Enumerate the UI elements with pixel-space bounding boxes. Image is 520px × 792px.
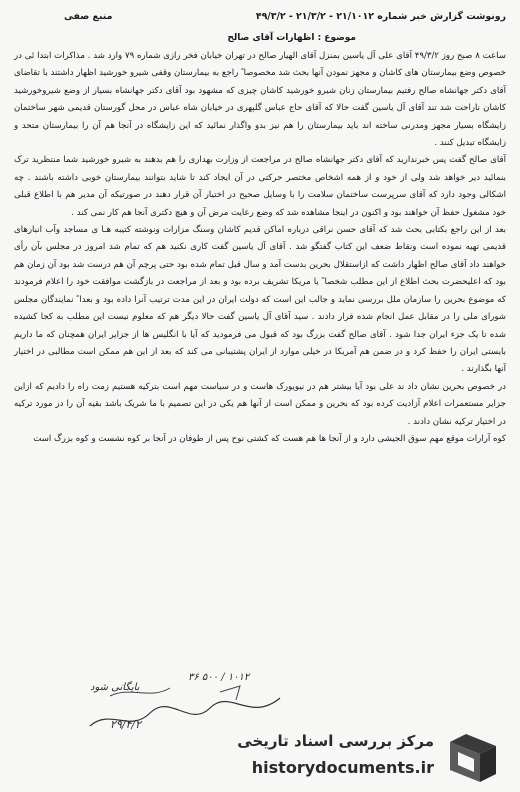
handwritten-note: بایگانی شود bbox=[90, 682, 140, 693]
watermark-url: historydocuments.ir bbox=[251, 758, 434, 777]
paragraph-5: کوه آرارات موقع مهم سوق الجیشی دارد و از آنجا ها هم هست که کشتی نوح پس از طوفان در آنجا بر کوه نشست و کوه بزرگ است bbox=[33, 433, 506, 444]
document-body bbox=[14, 6, 506, 448]
subject-line: موضوع : اظهارات آقای صالح bbox=[227, 33, 356, 43]
paragraph-4: در خصوص بحرین نشان داد ند علی بود آیا بیشتر هم در نیویورک هاست و در سیاست مهم است بترکیه هستیم زمت راه را دادیم که ازاین جزایر مستعمرات اعلام آزادیت کرده بود که بحرین و ممکن است از آنها هم یکی در این تصمیم با ما شریک باشد بقیه آن را در مورد ترکیه در اختیار ترکیه نشان دادند . bbox=[14, 381, 506, 427]
document-header bbox=[14, 6, 506, 28]
paragraph-1: ساعت ۸ صبح روز ۴۹/۳/۲ آقای علی آل یاسین بمنزل آقای الهیار صالح در تهران خیابان فخر رازی شماره ۷۹ وارد شد . مذاکرات ابتدا ئی در خصوص وضع بیمارستان های کاشان و مجهز نمودن آنها بحث شد مخصوصا ً راجع به بیمارستان وقفی شیرو خورشید اظهار داشتند با تقاضای آقای دکتر جهانشاه صالح رفتیم بیمارستان زنان شیرو خورشید کاشان چیزی که مشهود بود آقای دکتر جهانشاه بسیار از وضع شیروخورشید کاشان ناراحت شد تند آقای آل یاسین گفت حالا که آقای حاج عباس گلپهری در خیابان شاه عباس در محل گورستان قدیمی شهر ساختمان زایشگاه بسیار مجهز ومدرنی ساخته اند باید بیمارستان را هم نیز بدو واگذار نمائید که این زایشگاه در آنجا هم آن را بیمارستان متحد و زایشگاه تبدیل کنند . bbox=[14, 51, 506, 149]
source-label: منبع صفی bbox=[64, 11, 113, 23]
watermark-title: مرکز بررسی اسناد تاریخی bbox=[237, 732, 434, 750]
report-reference: رونوشت گزارش خبر شماره ۲۱/۱۰۱۲ - ۲۱/۳/۲ - ۴۹/۳/۲ bbox=[255, 11, 506, 23]
handwritten-date: ۲۹/۴/۲ bbox=[110, 718, 142, 731]
watermark bbox=[228, 722, 520, 792]
paragraph-3: بعد از این راجع بکتابی بحث شد که آقای حسن نراقی درباره اماکن قدیم کاشان وسنگ مزارات ونوشته کتیبه هـا ی مساجد وآب انبارهای قدیمی تهیه نموده است ونقاط ضعف این کتاب گفتگو شد . آقای آل یاسین گفت کاری نکنید هم که تمام شد امروز در مجلس بآن رأی خواهند داد آقای صالح اظهار داشت که ازاستقلال بحرین بدست آمد و سال قبل تمام شده بود حتی پرچم آن هم درست شد بود آن زمان هم بود که اعلیحضرت بحث اطلاع از این مطلب شخصا ً یا مریکا تشریف برده بود و بعد از مراجعت در بازگشت موافقت خود را اعلام فرمودند که موضوع بحرین را سازمان ملل بررسی نماید و جالب این است که دولت ایران در این مدت ترتیب آنرا داده بود و بعدا ً نمایندگان مجلس شورای ملی را در مقابل عمل انجام شده قرار دادند . سید آقای آل یاسین گفت حالا دیگر هم که معلوم نیست این مطلب به کجا کشیده شده تا یک جزء ایران جدا شود . آقای صالح گفت بزرگ بود که قبول می فرمودید که آیا با انگلیس ها از جزایر ایران همچنان که ما داریم بایستی ایران را حفظ کرد و در ضمن هم آمریکا در خیلی موارد از ایران پشتیبانی می کند که بعد از این هم ممکن است مطالبی در اختیار آنها بگذارند . bbox=[14, 225, 506, 375]
handwritten-number: ۳۶ ۵۰۰ / ۱۰۱۲ bbox=[188, 672, 250, 683]
paragraph-2: آقای صالح گفت پس خبرندارید که آقای دکتر جهانشاه صالح در مراجعت از وزارت بهداری را هم بدهند به شیرو خورشید شما منتظرید ترک بنمائید دیر خواهد شد ولی از خود و از همه اشخاص مختصر حرکتی در آن ایجاد کند تا شاید بتوانند بیمارستان خوبی داشته باشند . چه اشکالی وجود دارد که آقای سرپرست ساختمان سلامت را با وسایل صحیح در اختیار آن قرار دهند در صورتیکه آن مدیر هم با اطلاع قبلی خود مشغول حفظ آن خواهند بود و اکنون در اینجا مشاهده شد که وضع رعایت مرض آن و هیچ دکتری آنجا هم کار نمی کند . bbox=[14, 155, 506, 218]
archive-logo-icon bbox=[446, 732, 500, 784]
